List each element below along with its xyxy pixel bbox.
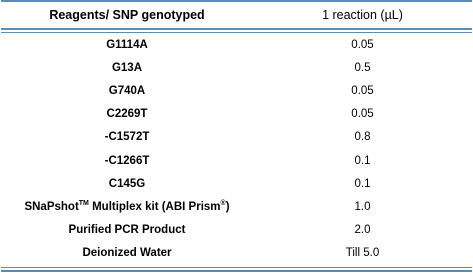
table-row	[1, 79, 472, 102]
table-row	[1, 149, 472, 172]
volume-cell: 0.05	[351, 108, 374, 121]
table-row	[1, 219, 472, 242]
reagent-cell	[1, 201, 253, 213]
reagent-cell: -C1572T	[104, 131, 150, 144]
reagent-main: SNaPshot	[24, 200, 79, 213]
volume-cell: 0.05	[351, 38, 374, 51]
table-row	[1, 242, 472, 265]
reagent-cell: Deionized Water	[82, 247, 172, 260]
reagent-mid: Multiplex kit (ABI Prism	[88, 200, 221, 213]
header-reagents: Reagents/ SNP genotyped	[49, 8, 205, 22]
volume-cell: 0.1	[354, 177, 371, 190]
table-row	[1, 103, 472, 126]
reagent-cell: C2269T	[106, 108, 148, 121]
volume-cell: Till 5.0	[345, 247, 380, 260]
reagent-cell: G1114A	[106, 38, 148, 51]
volume-cell: 0.05	[351, 84, 374, 97]
trademark-sup: TM	[78, 200, 89, 208]
volume-cell: 0.1	[354, 154, 371, 167]
table-row	[1, 172, 472, 195]
registered-sup: ®	[220, 200, 226, 208]
volume-cell: 2.0	[354, 224, 371, 237]
table-row	[1, 33, 472, 56]
reagent-cell: -C1266T	[104, 154, 150, 167]
reagents-table	[1, 0, 472, 272]
reagent-end: )	[225, 200, 230, 213]
volume-cell: 1.0	[354, 200, 371, 213]
reagent-cell: C145G	[108, 177, 146, 190]
volume-cell: 0.5	[354, 61, 371, 74]
table-row	[1, 126, 472, 149]
reagent-cell: G13A	[111, 61, 143, 74]
volume-cell: 0.8	[354, 131, 371, 144]
header-volume: 1 reaction (µL)	[322, 8, 403, 22]
table-header	[1, 2, 472, 28]
reagent-cell: Purified PCR Product	[68, 224, 186, 237]
bottom-rule	[1, 267, 472, 272]
reagent-cell: G740A	[108, 84, 146, 97]
table-row	[1, 56, 472, 79]
table-row	[1, 195, 472, 218]
